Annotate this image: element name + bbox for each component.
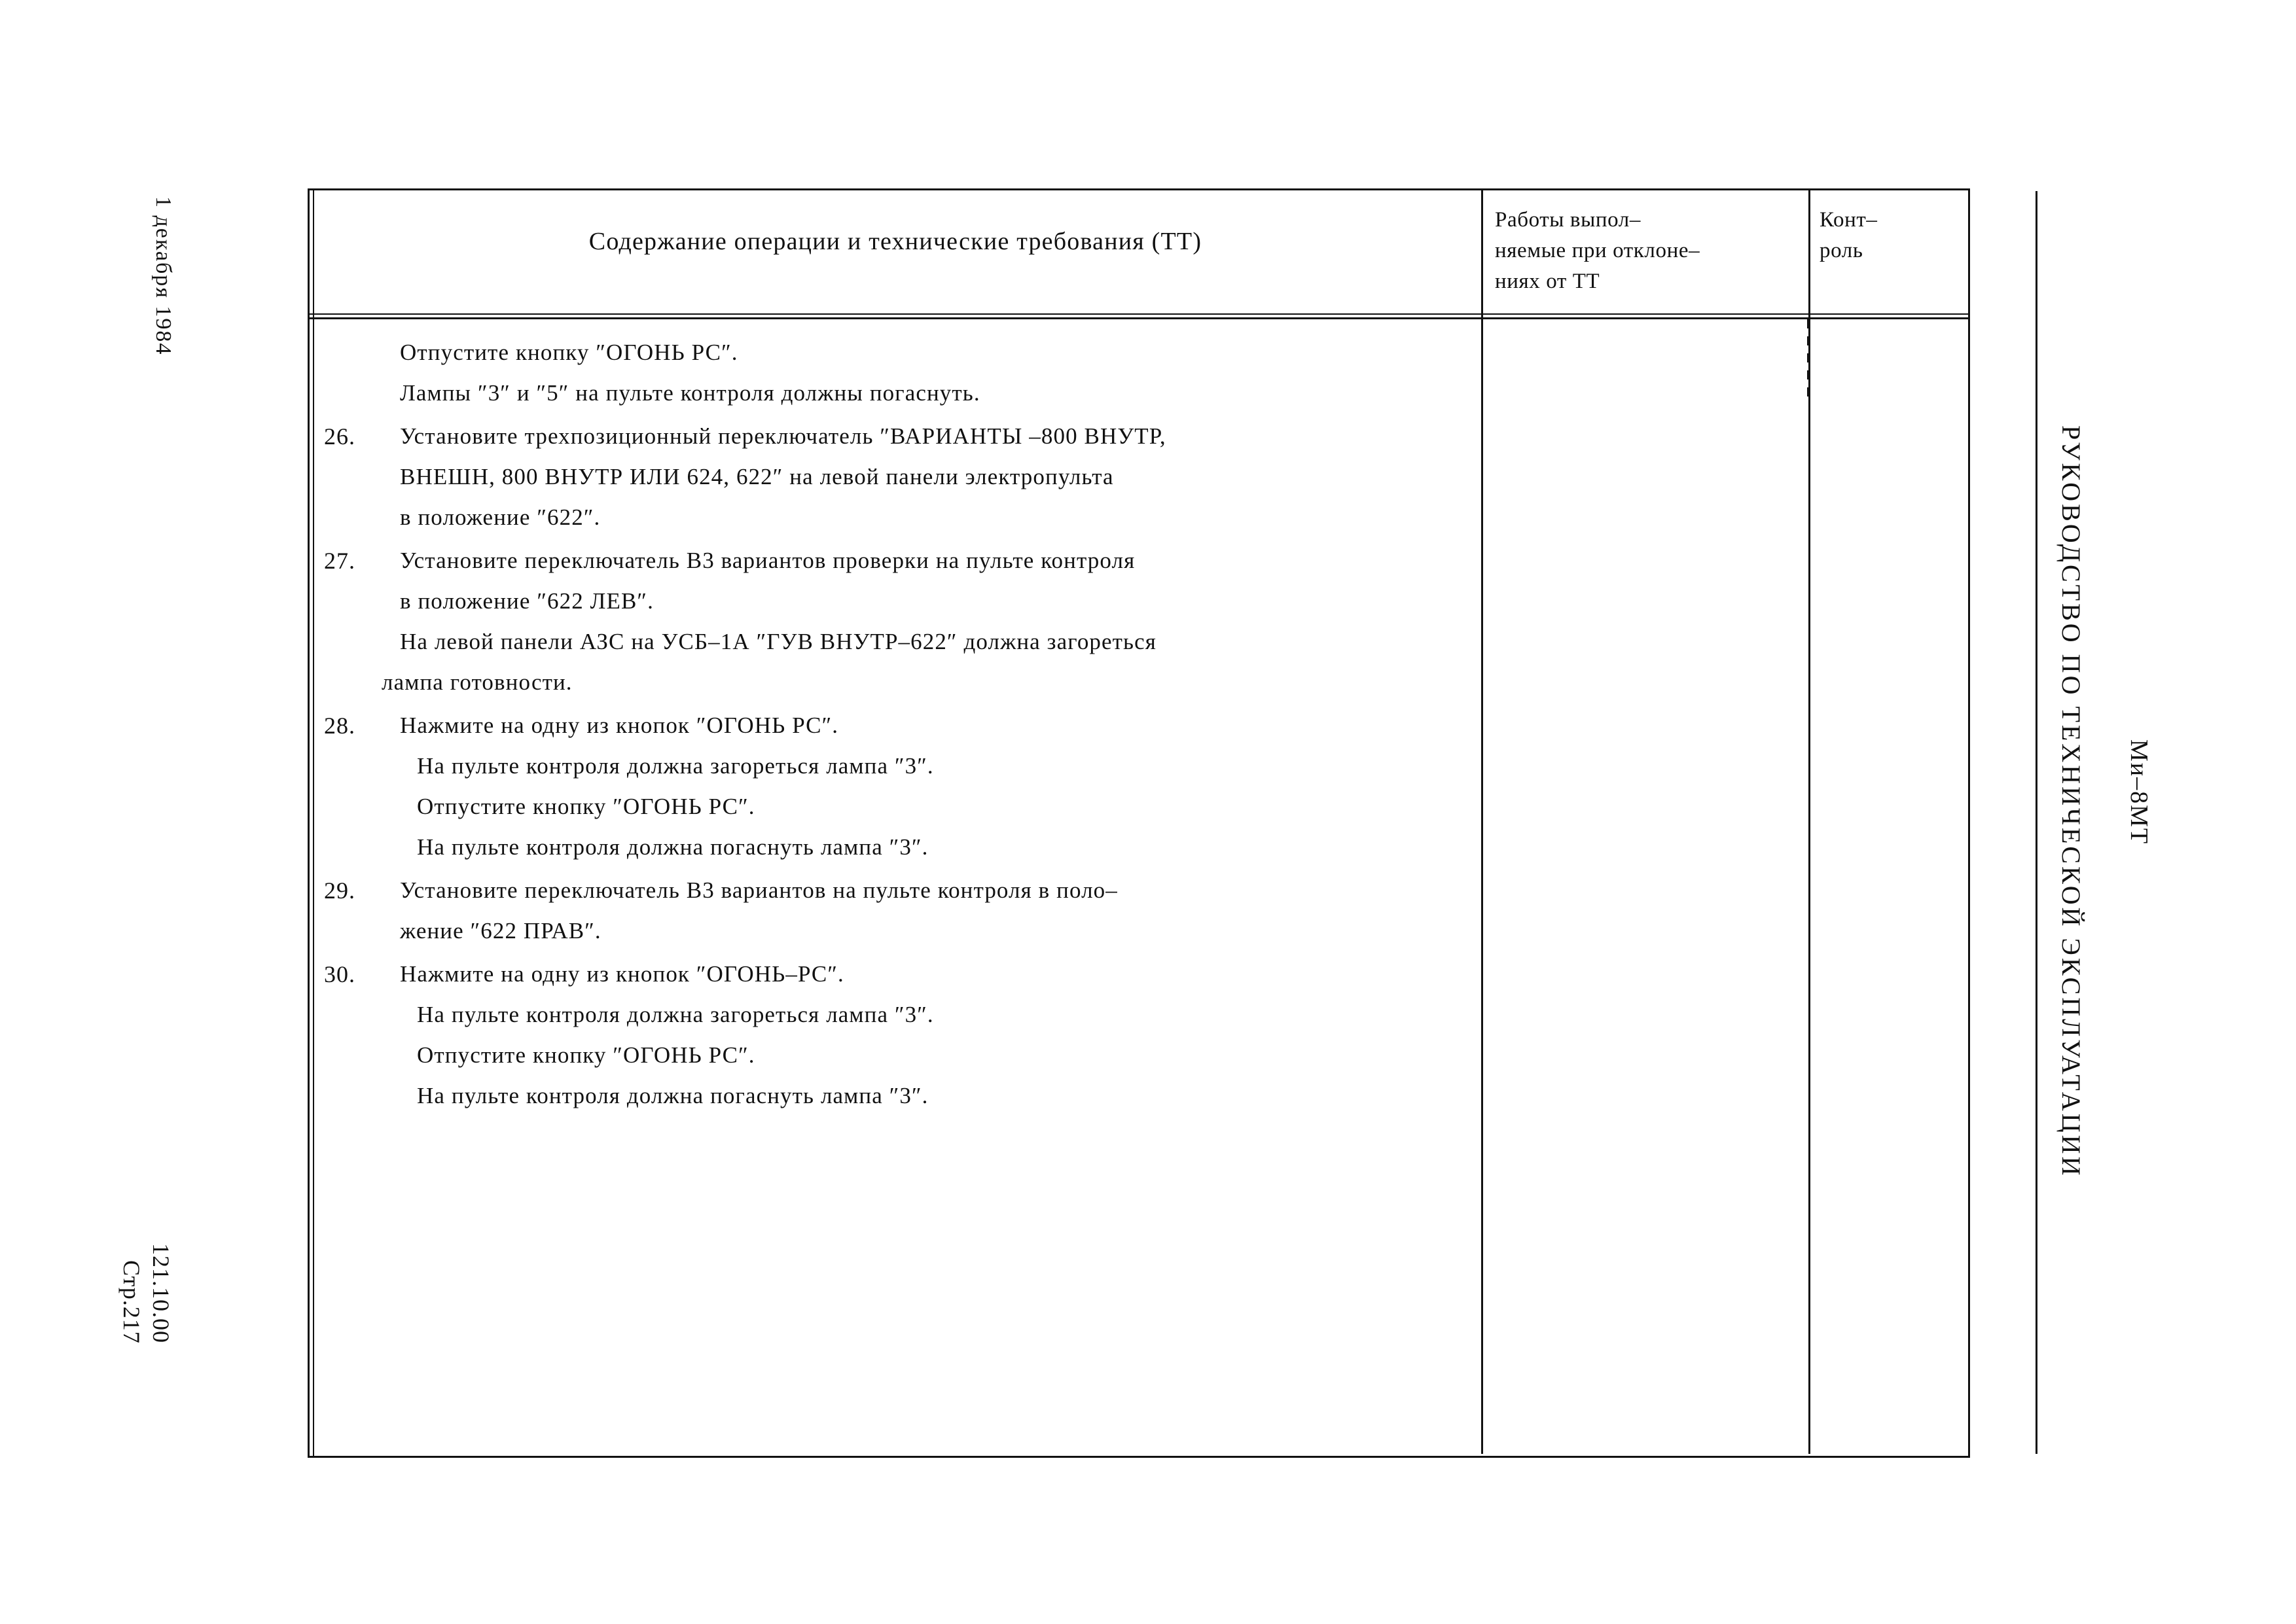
operation-text-line: Лампы ″3″ и ″5″ на пульте контроля должны погаснуть. <box>400 380 980 406</box>
table-header-works-cell <box>1481 190 1808 317</box>
operation-text-line: в положение ″622 ЛЕВ″. <box>400 588 654 614</box>
table-header-operation-label: Содержание операции и технические требования (ТТ) <box>588 228 1202 255</box>
column-divider-control <box>1808 319 1810 1454</box>
operations-table <box>308 188 1970 1458</box>
table-header-works-label <box>1483 190 1808 297</box>
table-header-works-line2: няемые при отклоне– <box>1495 238 1700 262</box>
table-header-control-label <box>1810 190 1968 266</box>
operation-text-line: Нажмите на одну из кнопок ″ОГОНЬ РС″. <box>400 713 839 738</box>
operation-text-block <box>382 416 1473 538</box>
operation-row <box>321 540 1473 703</box>
operation-row <box>321 416 1473 538</box>
table-header-operation-cell <box>310 190 1481 317</box>
table-header-works-line3: ниях от ТТ <box>1495 269 1600 293</box>
right-margin-rule <box>2036 191 2037 1454</box>
operation-text-line: На пульте контроля должна загореться лампа ″3″. <box>417 753 934 779</box>
manual-title: РУКОВОДСТВО ПО ТЕХНИЧЕСКОЙ ЭКСПЛУАТАЦИИ <box>2056 425 2086 1178</box>
document-code <box>117 1243 175 1344</box>
table-header-control-line1: Конт– <box>1820 208 1878 232</box>
publication-date: 1 декабря 1984 <box>151 196 175 356</box>
operation-text-line: Установите переключатель В3 вариантов проверки на пульте контроля <box>400 548 1136 573</box>
operation-text-line: жение ″622 ПРАВ″. <box>400 918 601 944</box>
operation-row <box>321 954 1473 1116</box>
operation-text-block <box>382 870 1473 951</box>
table-header-row <box>310 190 1968 319</box>
operation-text-line: лампа готовности. <box>382 669 573 695</box>
operation-row <box>321 705 1473 868</box>
table-body <box>310 319 1968 1454</box>
operation-text-block <box>382 954 1473 1116</box>
operations-list <box>321 332 1473 1119</box>
operation-text-block <box>382 705 1473 868</box>
column-divider-works <box>1481 319 1483 1454</box>
operation-text-line: Установите переключатель В3 вариантов на пульте контроля в поло– <box>400 877 1118 903</box>
aircraft-model: Ми–8МТ <box>2125 739 2153 845</box>
document-code-number: 121.10.00 <box>148 1243 174 1343</box>
operation-text-line: Установите трехпозиционный переключатель ″ВАРИАНТЫ –800 ВНУТР, <box>400 423 1166 449</box>
operation-text-line: На пульте контроля должна загореться лампа ″3″. <box>417 1002 934 1027</box>
operation-text-line: На пульте контроля должна погаснуть лампа ″3″. <box>417 1083 929 1108</box>
operation-text-line: На пульте контроля должна погаснуть лампа ″3″. <box>417 834 929 860</box>
operation-number: 30. <box>324 961 355 987</box>
operation-number: 27. <box>324 548 355 574</box>
operation-text-line: ВНЕШН, 800 ВНУТР ИЛИ 624, 622″ на левой панели электропульта <box>400 464 1114 489</box>
operation-text-line: Отпустите кнопку ″ОГОНЬ РС″. <box>400 340 738 365</box>
operation-text-line: Отпустите кнопку ″ОГОНЬ РС″. <box>417 794 755 819</box>
operation-text-line: Нажмите на одну из кнопок ″ОГОНЬ–РС″. <box>400 961 844 987</box>
operation-row <box>321 332 1473 414</box>
operation-number: 26. <box>324 423 355 450</box>
operation-text-line: На левой панели АЗС на УСБ–1А ″ГУВ ВНУТР–622″ должна загореться <box>400 629 1157 654</box>
table-header-control-line2: роль <box>1820 238 1863 262</box>
table-header-control-cell <box>1808 190 1968 317</box>
operation-text-block <box>382 540 1473 703</box>
operation-number: 28. <box>324 713 355 739</box>
operation-text-block <box>382 332 1473 414</box>
table-header-works-line1: Работы выпол– <box>1495 208 1641 232</box>
document-page-number: Стр.217 <box>118 1260 145 1344</box>
operation-number: 29. <box>324 877 355 904</box>
operation-text-line: Отпустите кнопку ″ОГОНЬ РС″. <box>417 1042 755 1068</box>
operation-row <box>321 870 1473 951</box>
column-divider-control-dashed <box>1807 319 1809 398</box>
operation-text-line: в положение ″622″. <box>400 504 601 530</box>
